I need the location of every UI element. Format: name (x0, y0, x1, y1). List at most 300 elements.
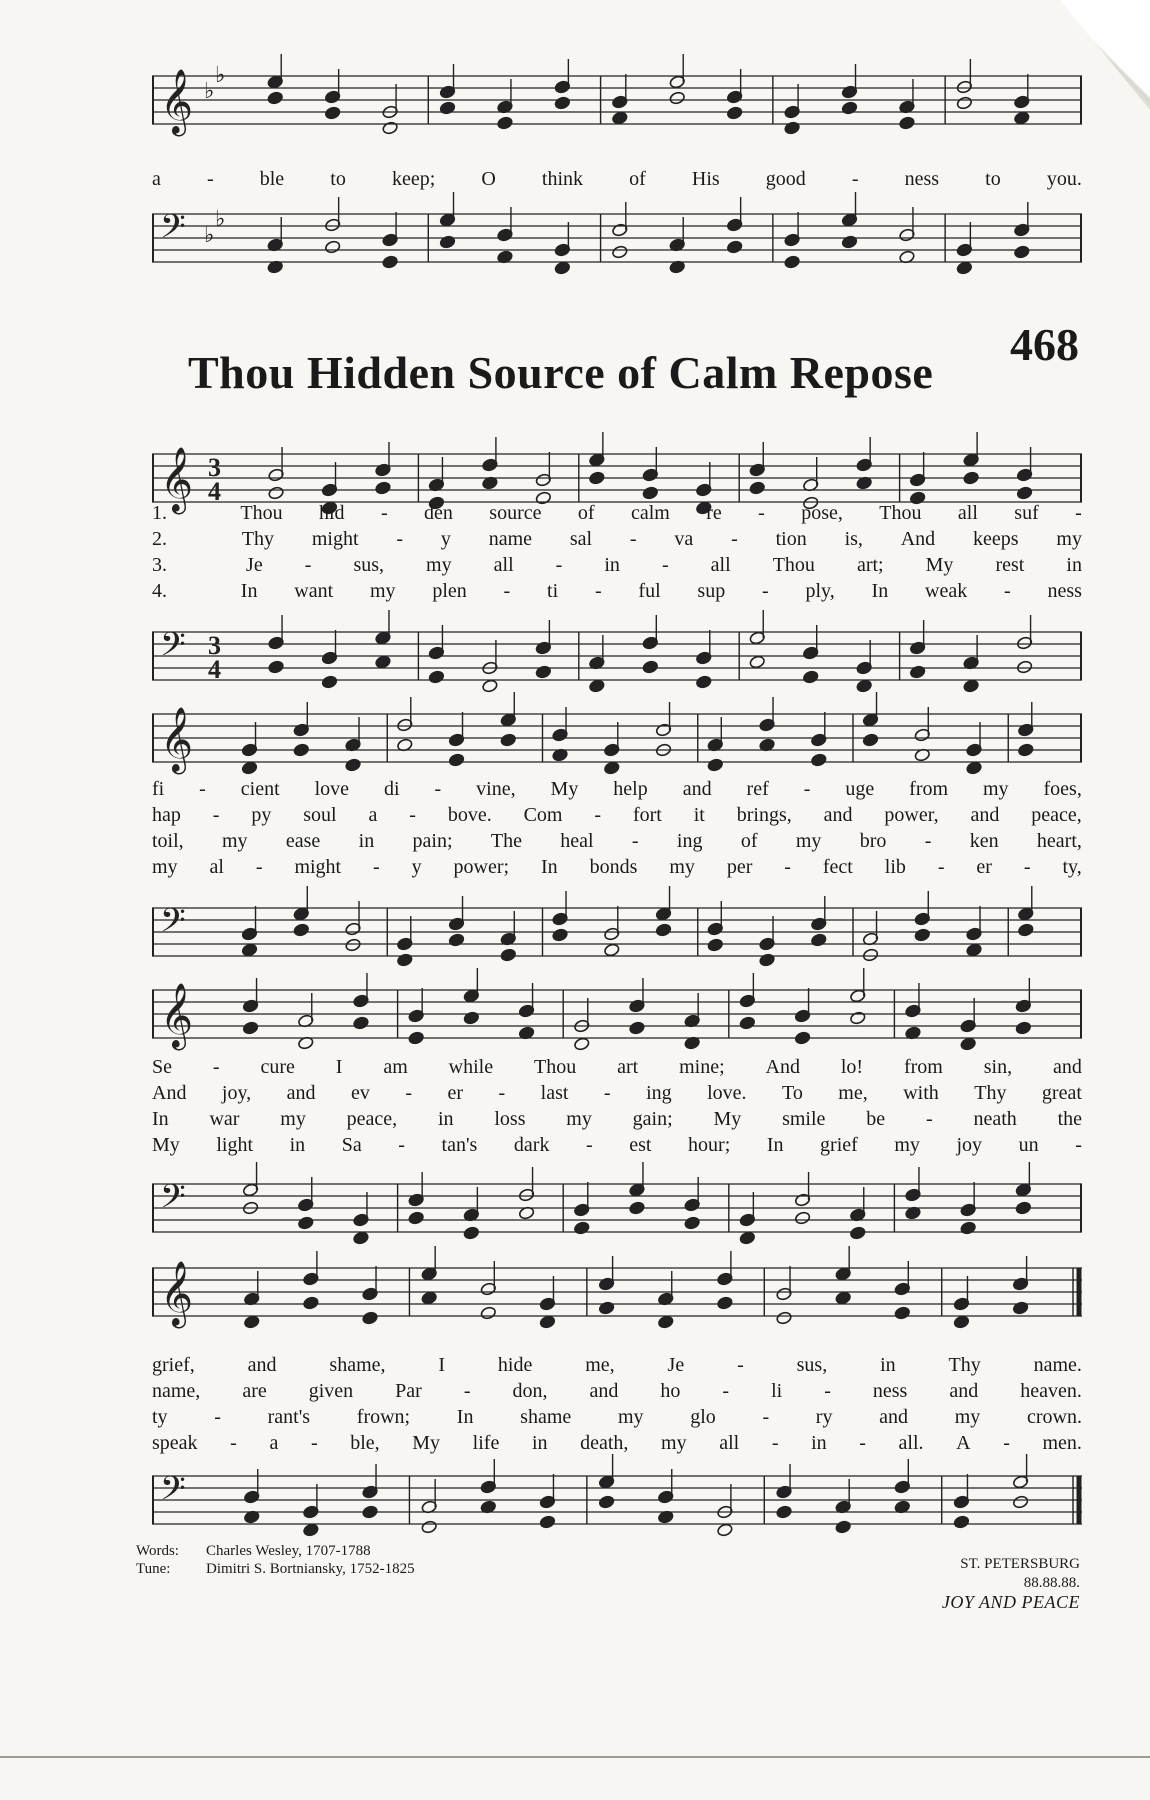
lyric-syllable: and (949, 1380, 979, 1402)
lyric-syllable: all. (898, 1432, 924, 1454)
lyric-syllable: In (152, 1108, 169, 1130)
lyric-syllable: hid (319, 502, 345, 524)
verse-3-line-2 (152, 830, 1082, 854)
lyric-syllable: plen (432, 580, 467, 602)
verse-2-line-1 (152, 528, 1082, 552)
time-signature-bottom: 4 (208, 477, 221, 506)
lyric-syllable: the (1057, 1108, 1082, 1130)
lyric-syllable: my (669, 856, 695, 878)
verse-number: 3. (152, 554, 167, 576)
note-head (1017, 743, 1034, 757)
lyric-syllable: vine, (476, 778, 516, 800)
treble-clef-icon: 𝄞 (160, 69, 194, 134)
note-head (707, 758, 724, 772)
verse-number: 2. (152, 528, 167, 550)
note-head (539, 1315, 556, 1329)
lyric-syllable: a (152, 168, 161, 190)
lyric-syllable: - (199, 778, 206, 800)
lyric-syllable: fect (822, 856, 853, 878)
verse-3-line-1 (152, 554, 1082, 578)
lyric-syllable: va (674, 528, 694, 550)
lyric-syllable: tion (775, 528, 807, 550)
bass-clef-icon: 𝄢 (160, 1178, 186, 1224)
lyric-syllable: - (434, 778, 442, 800)
lyric-syllable: while (448, 1056, 494, 1078)
lyric-syllable: y (411, 856, 422, 878)
lyric-syllable: And (152, 1082, 187, 1104)
lyric-syllable: and (682, 778, 712, 800)
lyric-syllable: glo (690, 1406, 716, 1428)
lyric-syllable: love. (707, 1082, 747, 1104)
note-head (535, 665, 552, 679)
lyric-syllable: death, (580, 1432, 629, 1454)
words-label: Words: (136, 1543, 179, 1559)
lyric-syllable: - (924, 830, 932, 852)
bass-clef-icon: 𝄢 (160, 902, 186, 948)
lyric-syllable: me, (838, 1082, 868, 1104)
lyric-syllable: and (879, 1406, 909, 1428)
lyric-syllable: - (859, 1432, 866, 1454)
note-head (362, 1505, 379, 1519)
lyric-syllable: help (613, 778, 648, 800)
lyric-syllable: Thou (240, 502, 283, 524)
lyric-syllable: and (286, 1082, 316, 1104)
lyric-syllable: - (784, 856, 791, 878)
lyric-syllable: ken (969, 830, 999, 852)
lyric-syllable: dark (513, 1134, 550, 1156)
lyric-syllable: Thy (974, 1082, 1007, 1104)
tune-meter: 88.88.88. (1023, 1575, 1080, 1591)
bass-staff-3 (152, 1170, 1082, 1250)
lyric-syllable: all (719, 1432, 740, 1454)
lyric-syllable: I (438, 1354, 446, 1376)
words-author: Charles Wesley, 1707-1788 (206, 1543, 371, 1559)
lyric-syllable: suf (1014, 502, 1039, 524)
lyric-syllable: great (1041, 1082, 1082, 1104)
tune-composer: Dimitri S. Bortniansky, 1752-1825 (206, 1561, 415, 1577)
lyric-syllable: - (803, 778, 811, 800)
note-head (1012, 1495, 1029, 1509)
verse-1-line-4 (152, 1354, 1082, 1378)
note-head (629, 1021, 646, 1035)
lyric-syllable: my (954, 1406, 981, 1428)
flat-sign-icon: ♭ (204, 79, 215, 104)
lyric-syllable: heart, (1036, 830, 1082, 852)
lyric-syllable: rant's (267, 1406, 311, 1428)
note-head (759, 953, 776, 967)
note-head (408, 1211, 425, 1225)
treble-staff-2 (152, 700, 1082, 780)
verse-4-line-4 (152, 1432, 1082, 1456)
lyric-syllable: In (541, 856, 558, 878)
note-head (497, 116, 514, 130)
note-head (894, 1306, 911, 1320)
note-head (539, 1515, 556, 1529)
lyric-syllable: light (216, 1134, 254, 1156)
lyric-syllable: Thou (533, 1056, 577, 1078)
lyric-syllable: heaven. (1020, 1380, 1082, 1402)
lyric-syllable: - (503, 580, 511, 602)
note-head (353, 1231, 370, 1245)
lyric-syllable: my (1056, 528, 1082, 550)
note-head (749, 481, 766, 495)
note-head (802, 670, 819, 684)
lyric-syllable: And (765, 1056, 800, 1078)
note-head (726, 106, 743, 120)
note-head (684, 1216, 701, 1230)
verse-3-line-3 (152, 1108, 1082, 1132)
lyric-syllable: er (976, 856, 992, 878)
note-head (794, 1031, 811, 1045)
note-head (810, 753, 827, 767)
note-head (293, 923, 310, 937)
note-head (655, 923, 672, 937)
note-head (1015, 1021, 1032, 1035)
lyric-syllable: - (1004, 580, 1011, 602)
lyric-syllable: might (311, 528, 359, 550)
lyric-syllable: di (384, 778, 400, 800)
lyric-syllable: - (851, 168, 859, 190)
treble-clef-icon: 𝄞 (160, 707, 194, 772)
lyric-syllable: - (396, 528, 404, 550)
lyric-syllable: to (985, 168, 1001, 190)
lyric-syllable: in (1066, 554, 1082, 576)
note-head (1016, 660, 1033, 674)
lyric-syllable: my (566, 1108, 592, 1130)
flat-sign-icon: ♭ (215, 207, 226, 232)
note-head (717, 1523, 734, 1537)
lyric-syllable: all (493, 554, 514, 576)
lyric-syllable: hour; (688, 1134, 731, 1156)
note-head (784, 121, 801, 135)
lyric-syllable: - (373, 856, 380, 878)
lyric-syllable: Sa (341, 1134, 362, 1156)
note-head (375, 481, 392, 495)
lyric-syllable: - (1075, 1134, 1082, 1156)
lyric-syllable: of (740, 830, 758, 852)
note-head (1012, 1301, 1029, 1315)
lyric-syllable: in (437, 1108, 454, 1130)
lyric-syllable: ho (660, 1380, 681, 1402)
lyric-syllable: - (631, 830, 639, 852)
lyric-syllable: My (152, 1134, 180, 1156)
lyric-syllable: den (424, 502, 453, 524)
lyric-syllable: my (280, 1108, 306, 1130)
note-head (598, 1301, 615, 1315)
note-head (841, 235, 858, 249)
verse-4-line-2 (152, 856, 1082, 880)
hymn-number: 468 (1010, 319, 1079, 370)
lyric-syllable: - (498, 1082, 506, 1104)
lyric-syllable: speak (152, 1432, 198, 1454)
lyric-syllable: in (604, 554, 620, 576)
lyric-syllable: re (706, 502, 722, 524)
lyric-syllable: ing (646, 1082, 672, 1104)
note-head (966, 761, 983, 775)
lyric-syllable: Thy (948, 1354, 981, 1376)
lyric-syllable: brings, (736, 804, 792, 826)
verse-2-line-4 (152, 1380, 1082, 1404)
note-head (480, 1306, 497, 1320)
lyric-syllable: The (490, 830, 522, 852)
lyric-syllable: want (294, 580, 334, 602)
note-head (966, 943, 983, 957)
lyric-syllable: - (824, 1380, 831, 1402)
note-head (835, 1520, 852, 1534)
lyric-syllable: foes, (1043, 778, 1082, 800)
note-head (589, 679, 606, 693)
lyric-syllable: - (463, 1380, 471, 1402)
note-head (612, 111, 629, 125)
lyric-syllable: - (214, 1406, 221, 1428)
lyric-syllable: toil, (152, 830, 184, 852)
tune-label: Tune: (136, 1561, 171, 1577)
note-head (552, 928, 569, 942)
note-head (382, 255, 399, 269)
lyric-syllable: grief (820, 1134, 858, 1156)
note-head (241, 761, 258, 775)
lyric-syllable: in (880, 1354, 896, 1376)
lyric-syllable: all (957, 502, 978, 524)
note-head (629, 1201, 646, 1215)
note-head (603, 943, 620, 957)
lyric-syllable: Com (523, 804, 563, 826)
verse-1-line-2 (152, 778, 1082, 802)
lyric-syllable: a (269, 1432, 279, 1454)
note-head (482, 679, 499, 693)
treble-clef-icon: 𝄞 (160, 447, 194, 512)
lyric-syllable: Thy (241, 528, 275, 550)
lyric-syllable: my (369, 580, 396, 602)
bass-clef-icon: 𝄢 (160, 1470, 186, 1516)
lyric-syllable: joy, (221, 1082, 252, 1104)
lyric-syllable: - (603, 1082, 611, 1104)
lyric-syllable: all (710, 554, 731, 576)
note-head (268, 660, 285, 674)
lyric-syllable: my (426, 554, 452, 576)
lyric-syllable: good (765, 168, 806, 190)
verse-2-line-2 (152, 804, 1082, 828)
lyric-syllable: ty, (1062, 856, 1082, 878)
lyric-syllable: In (871, 580, 889, 602)
lyric-syllable: in (811, 1432, 827, 1454)
lyric-syllable: - (762, 1406, 770, 1428)
note-head (345, 758, 362, 772)
note-head (953, 1315, 970, 1329)
lyric-syllable: Se (152, 1056, 172, 1078)
lyric-syllable: loss (494, 1108, 526, 1130)
note-head (749, 655, 766, 669)
treble-staff-3 (152, 976, 1082, 1056)
lyric-syllable: In (240, 580, 258, 602)
lyric-syllable: My (925, 554, 954, 576)
note-head (242, 1021, 259, 1035)
flat-sign-icon: ♭ (204, 223, 215, 248)
note-head (1015, 1201, 1032, 1215)
lyric-syllable: - (737, 1354, 744, 1376)
lyric-syllable: And (900, 528, 936, 550)
lyric-syllable: - (212, 804, 220, 826)
note-head (776, 1311, 793, 1325)
lyric-syllable: cient (240, 778, 280, 800)
lyric-syllable: power, (884, 804, 939, 826)
lyric-syllable: Je (667, 1354, 685, 1376)
note-head (960, 1221, 977, 1235)
note-head (241, 943, 258, 957)
lyric-syllable: al (209, 856, 224, 878)
note-head (500, 733, 517, 747)
note-head (963, 679, 980, 693)
lyric-syllable: My (550, 778, 579, 800)
note-head (953, 1515, 970, 1529)
lyric-syllable: power; (453, 856, 510, 878)
bass-staff-2 (152, 894, 1082, 974)
note-head (739, 1016, 756, 1030)
note-head (267, 91, 284, 105)
note-head (303, 1296, 320, 1310)
note-head (324, 240, 341, 254)
verse-number: 1. (152, 502, 167, 524)
treble-clef-icon: 𝄞 (160, 1261, 194, 1326)
lyric-syllable: calm (630, 502, 670, 524)
lyric-syllable: - (1003, 1432, 1010, 1454)
lyric-syllable: lo! (840, 1056, 864, 1078)
hymn-topic: JOY AND PEACE (941, 1592, 1080, 1612)
note-head (914, 928, 931, 942)
lyric-syllable: - (722, 1380, 730, 1402)
note-head (463, 1226, 480, 1240)
note-head (1017, 923, 1034, 937)
lyric-syllable: A (956, 1432, 971, 1454)
lyric-syllable: un (1018, 1134, 1039, 1156)
lyric-syllable: joy (956, 1134, 983, 1156)
lyric-syllable: a (368, 804, 378, 826)
lyric-syllable: - (1075, 502, 1082, 524)
lyric-syllable: think (541, 168, 584, 190)
lyric-syllable: peace, (346, 1108, 398, 1130)
lyric-syllable: li (771, 1380, 783, 1402)
lyric-syllable: keeps (973, 528, 1019, 550)
lyric-syllable: with (903, 1082, 939, 1104)
verse-4-line-1 (152, 580, 1082, 604)
lyric-syllable: my (617, 1406, 644, 1428)
lyric-syllable: source (489, 502, 542, 524)
lyric-syllable: men. (1042, 1432, 1082, 1454)
lyric-syllable: heal (560, 830, 594, 852)
note-head (554, 96, 571, 110)
note-head (739, 1231, 756, 1245)
hymn-title: Thou Hidden Source of Calm Repose (188, 347, 934, 398)
lyric-syllable: smile (782, 1108, 826, 1130)
lyric-syllable: bove. (447, 804, 492, 826)
lyric-syllable: - (925, 1108, 933, 1130)
lyric-syllable: gain; (632, 1108, 673, 1130)
lyric-syllable: is, (844, 528, 863, 550)
lyric-syllable: - (629, 528, 637, 550)
lyric-syllable: - (661, 554, 669, 576)
lyric-syllable: - (405, 1082, 413, 1104)
lyric-syllable: My (713, 1108, 742, 1130)
note-head (500, 948, 517, 962)
lyric-syllable: love (314, 778, 350, 800)
lyric-syllable: and (1052, 1056, 1082, 1078)
lyric-syllable: be (866, 1108, 886, 1130)
lyric-syllable: ti (547, 580, 559, 602)
note-head (1014, 245, 1031, 259)
bass-staff-4 (152, 1462, 1082, 1542)
note-head (1016, 486, 1033, 500)
lyric-syllable: - (771, 1432, 779, 1454)
note-head (573, 1037, 590, 1051)
lyric-syllable: To (782, 1082, 803, 1104)
lyric-syllable: hap (152, 804, 181, 826)
tune-name: ST. PETERSBURG (960, 1556, 1080, 1572)
lyric-syllable: - (230, 1432, 237, 1454)
lyric-syllable: it (693, 804, 705, 826)
note-head (784, 255, 801, 269)
flat-sign-icon: ♭ (215, 63, 226, 88)
bass-clef-icon: 𝄢 (160, 626, 186, 672)
note-head (396, 953, 413, 967)
lyric-syllable: life (472, 1432, 500, 1454)
lyric-syllable: - (304, 554, 312, 576)
lyric-syllable: neath (973, 1108, 1017, 1130)
lyric-syllable: shame, (329, 1354, 386, 1376)
lyric-syllable: I (335, 1056, 343, 1078)
note-head (717, 1296, 734, 1310)
note-head (695, 675, 712, 689)
note-head (268, 486, 285, 500)
previous-treble-staff (152, 62, 1082, 142)
lyric-syllable: art; (856, 554, 884, 576)
lyric-syllable: my (222, 830, 248, 852)
lyric-syllable: my (983, 778, 1009, 800)
lyric-syllable: ble (259, 168, 285, 190)
lyric-syllable: - (731, 528, 738, 550)
lyric-syllable: ble, (350, 1432, 380, 1454)
lyric-syllable: my (152, 856, 178, 878)
note-head (303, 1523, 320, 1537)
lyric-syllable: crown. (1026, 1406, 1082, 1428)
note-head (439, 235, 456, 249)
lyric-syllable: are (242, 1380, 267, 1402)
note-head (589, 471, 606, 485)
note-head (448, 753, 465, 767)
lyric-syllable: - (255, 856, 263, 878)
note-head (463, 1011, 480, 1025)
lyric-syllable: frown; (356, 1406, 411, 1428)
treble-staff-4 (152, 1254, 1082, 1334)
lyric-syllable: In (766, 1134, 784, 1156)
lyric-syllable: ease (285, 830, 321, 852)
lyric-syllable: lib (884, 856, 906, 878)
note-head (849, 1226, 866, 1240)
verse-3-line-4 (152, 1406, 1082, 1430)
lyric-syllable: last (540, 1082, 569, 1104)
note-head (297, 1216, 314, 1230)
lyric-syllable: Je (246, 554, 263, 576)
lyric-syllable: ry (815, 1406, 833, 1428)
time-signature-top: 3 (208, 453, 221, 482)
lyric-syllable: sus, (353, 554, 385, 576)
lyric-syllable: my (894, 1134, 920, 1156)
lyric-syllable: ness (904, 168, 940, 190)
lyric-syllable: - (586, 1134, 593, 1156)
note-head (612, 245, 629, 259)
lyric-syllable: mine; (679, 1056, 725, 1078)
lyric-syllable: my (661, 1432, 687, 1454)
page-bottom-rule (0, 1756, 1150, 1758)
